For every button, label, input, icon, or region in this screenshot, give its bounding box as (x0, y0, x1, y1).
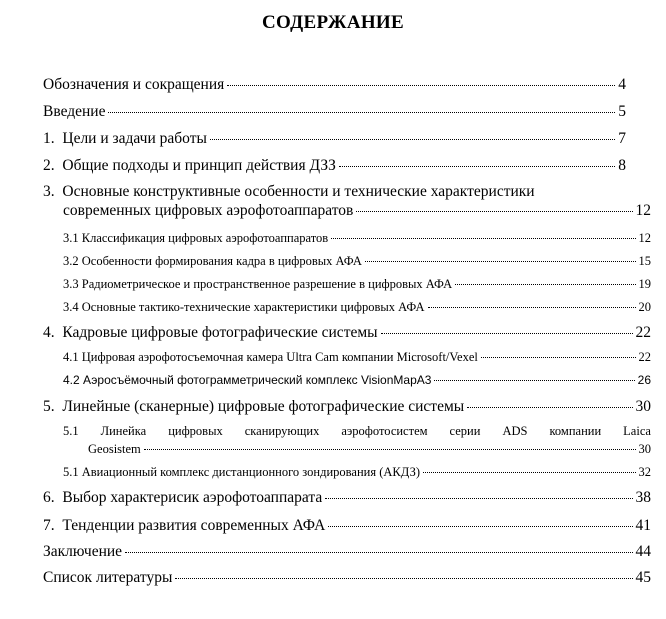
dot-leader (227, 85, 615, 86)
dot-leader (108, 112, 615, 113)
toc-page-number: 15 (638, 254, 651, 268)
toc-subentry-5-2[interactable] (63, 465, 651, 480)
toc-entry-chapter-4[interactable] (43, 324, 651, 342)
dot-leader (365, 261, 636, 262)
toc-entry-chapter-1[interactable] (43, 130, 626, 148)
toc-entry-conclusion[interactable] (43, 543, 651, 561)
dot-leader (175, 578, 632, 579)
dot-leader (339, 166, 615, 167)
toc-entry-text: Заключение (43, 543, 123, 560)
dot-leader (325, 498, 632, 499)
toc-entry-text: 3. Основные конструктивные особенности и технические характеристики (43, 183, 535, 200)
toc-entry-chapter-2[interactable] (43, 157, 626, 175)
toc-entry-abbreviations[interactable] (43, 76, 626, 94)
toc-entry-chapter-7[interactable] (43, 517, 651, 535)
dot-leader (331, 238, 635, 239)
dot-leader (210, 139, 615, 140)
toc-page-number: 22 (638, 350, 651, 364)
toc-subentry-3-2[interactable] (63, 254, 651, 269)
dot-leader (455, 284, 635, 285)
toc-word: цифровых (168, 424, 223, 438)
toc-page-number: 30 (635, 398, 651, 415)
toc-word: компании (549, 424, 602, 438)
toc-word: Линейка (100, 424, 147, 438)
toc-subentry-3-4[interactable] (63, 300, 651, 315)
toc-subentry-4-1[interactable] (63, 350, 651, 365)
toc-entry-text: 4.2 Аэросъёмочный фотограмметрический комплекс VisionMapA3 (63, 373, 432, 387)
toc-word: серии (449, 424, 481, 438)
toc-word: сканирующих (244, 424, 320, 438)
toc-word: ADS (502, 424, 528, 438)
toc-page-number: 22 (635, 324, 651, 341)
toc-entry-text: 4. Кадровые цифровые фотографические системы (43, 324, 378, 341)
dot-leader (328, 526, 632, 527)
toc-page-number: 5 (618, 103, 626, 120)
toc-subentry-5-1-line1[interactable] (63, 424, 651, 439)
dot-leader (381, 333, 633, 334)
dot-leader (467, 407, 632, 408)
toc-entry-text: 3.4 Основные тактико-технические характеристики цифровых АФА (63, 300, 425, 314)
toc-entry-text: 1. Цели и задачи работы (43, 130, 207, 147)
toc-entry-text: Обозначения и сокращения (43, 76, 225, 93)
toc-entry-chapter-3-line1[interactable] (43, 183, 626, 201)
toc-word: Laica (623, 424, 651, 438)
toc-entry-text: 5.1 Авиационный комплекс дистанционного зондирования (АКДЗ) (63, 465, 420, 479)
toc-page-number: 20 (638, 300, 651, 314)
dot-leader (481, 357, 636, 358)
toc-word: 5.1 (63, 424, 79, 438)
toc-page-number: 19 (638, 277, 651, 291)
toc-entry-chapter-6[interactable] (43, 489, 651, 507)
dot-leader (356, 211, 632, 212)
toc-page-number: 26 (637, 373, 651, 387)
dot-leader (144, 449, 636, 450)
toc-page-number: 44 (635, 543, 651, 560)
toc-entry-text: современных цифровых аэрофотоаппаратов (63, 202, 354, 219)
toc-entry-text: 3.2 Особенности формирования кадра в цифровых АФА (63, 254, 362, 268)
page-title: СОДЕРЖАНИЕ (262, 12, 404, 33)
toc-page-number: 41 (635, 517, 651, 534)
toc-page-number: 4 (618, 76, 626, 93)
toc-page-number: 7 (618, 130, 626, 147)
toc-word: аэрофотосистем (341, 424, 428, 438)
toc-page-number: 8 (618, 157, 626, 174)
toc-page-number: 12 (635, 202, 651, 219)
toc-entry-references[interactable] (43, 569, 651, 587)
toc-page-number: 45 (635, 569, 651, 586)
dot-leader (125, 552, 632, 553)
toc-entry-text: 3.1 Классификация цифровых аэрофотоаппаратов (63, 231, 329, 245)
toc-page-number: 12 (638, 231, 651, 245)
toc-page-number: 32 (638, 465, 651, 479)
toc-entry-text: 2. Общие подходы и принцип действия ДЗЗ (43, 157, 336, 174)
toc-entry-chapter-3-line2[interactable] (63, 202, 651, 220)
toc-entry-text: 4.1 Цифровая аэрофотосъемочная камера Ultra Cam компании Microsoft/Vexel (63, 350, 478, 364)
toc-entry-chapter-5[interactable] (43, 398, 651, 416)
toc-subentry-3-1[interactable] (63, 231, 651, 246)
toc-subentry-4-2[interactable] (63, 373, 651, 387)
toc-entry-text: Список литературы (43, 569, 173, 586)
toc-entry-introduction[interactable] (43, 103, 626, 121)
dot-leader (428, 307, 636, 308)
toc-page-number: 38 (635, 489, 651, 506)
toc-subentry-5-1-line2[interactable] (88, 442, 651, 457)
toc-subentry-3-3[interactable] (63, 277, 651, 292)
toc-entry-text: 7. Тенденции развития современных АФА (43, 517, 326, 534)
toc-page-number: 30 (638, 442, 651, 456)
toc-entry-text: Geosistem (88, 442, 141, 456)
toc-entry-text: 3.3 Радиометрическое и пространственное разрешение в цифровых АФА (63, 277, 453, 291)
toc-entry-text: 6. Выбор характерисик аэрофотоаппарата (43, 489, 323, 506)
toc-entry-text: 5. Линейные (сканерные) цифровые фотографические системы (43, 398, 465, 415)
dot-leader (434, 380, 634, 381)
dot-leader (423, 472, 636, 473)
toc-entry-text: Введение (43, 103, 106, 120)
